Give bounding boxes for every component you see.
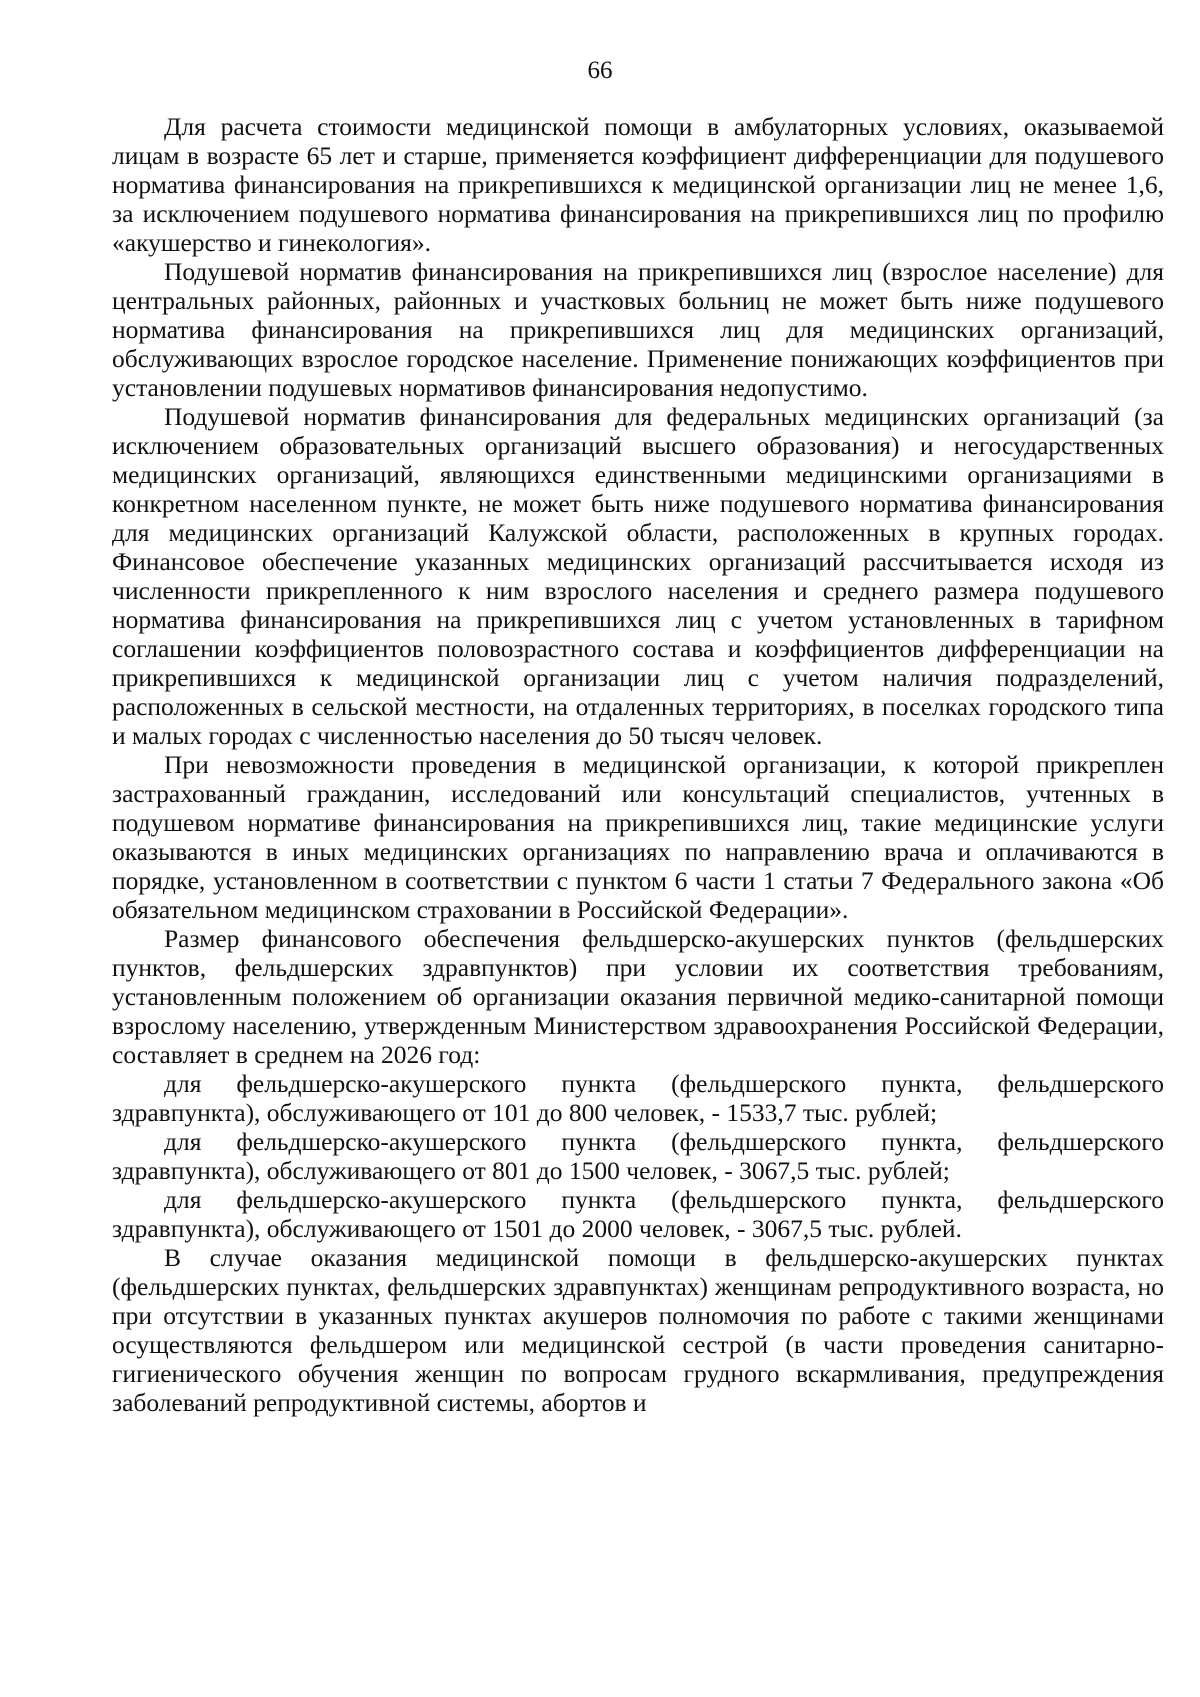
paragraph-external-services: При невозможности проведения в медицинской организации, к которой прикреплен застрахованный гражданин, исследований или консультаций специалистов, учтенных в подушевом нормативе финансирования на прикрепившихся лиц, такие медицинские услуги оказываются в иных медицинских организациях по направлению врача и оплачиваются в порядке, установленном в соответствии с пунктом 6 части 1 статьи 7 Федерального закона «Об обязательном медицинском страховании в Российской Федерации». bbox=[112, 750, 1164, 924]
paragraph-reproductive-age-care: В случае оказания медицинской помощи в фельдшерско-акушерских пунктах (фельдшерских пунктах, фельдшерских здравпунктах) женщинам репродуктивного возраста, но при отсутствии в указанных пунктах акушеров полномочия по работе с такими женщинами осуществляются фельдшером или медицинской сестрой (в части проведения санитарно-гигиенического обучения женщин по вопросам грудного вскармливания, предупреждения заболеваний репродуктивной системы, абортов и bbox=[112, 1243, 1164, 1417]
paragraph-fap-funding: Размер финансового обеспечения фельдшерско-акушерских пунктов (фельдшерских пунктов, фельдшерских здравпунктов) при условии их соответствия требованиям, установленным положением об организации оказания первичной медико-санитарной помощи взрослому населению, утвержденным Министерством здравоохранения Российской Федерации, составляет в среднем на 2026 год: bbox=[112, 924, 1164, 1069]
paragraph-fap-101-800: для фельдшерско-акушерского пункта (фельдшерского пункта, фельдшерского здравпункта), обслуживающего от 101 до 800 человек, - 1533,7 тыс. рублей; bbox=[112, 1069, 1164, 1127]
paragraph-rural-hospitals-norm: Подушевой норматив финансирования на прикрепившихся лиц (взрослое население) для центральных районных, районных и участковых больниц не может быть ниже подушевого норматива финансирования на прикрепившихся лиц для медицинских организаций, обслуживающих взрослое городское население. Применение понижающих коэффициентов при установлении подушевых нормативов финансирования недопустимо. bbox=[112, 257, 1164, 402]
paragraph-fap-1501-2000: для фельдшерско-акушерского пункта (фельдшерского пункта, фельдшерского здравпункта), обслуживающего от 1501 до 2000 человек, - 3067,5 тыс. рублей. bbox=[112, 1185, 1164, 1243]
paragraph-elderly-coefficient: Для расчета стоимости медицинской помощи в амбулаторных условиях, оказываемой лицам в возрасте 65 лет и старше, применяется коэффициент дифференциации для подушевого норматива финансирования на прикрепившихся к медицинской организации лиц не менее 1,6, за исключением подушевого норматива финансирования на прикрепившихся лиц по профилю «акушерство и гинекология». bbox=[112, 112, 1164, 257]
page-number: 66 bbox=[587, 57, 613, 84]
paragraph-federal-organizations-norm: Подушевой норматив финансирования для федеральных медицинских организаций (за исключением образовательных организаций высшего образования) и негосударственных медицинских организаций, являющихся единственными медицинскими организациями в конкретном населенном пункте, не может быть ниже подушевого норматива финансирования для медицинских организаций Калужской области, расположенных в крупных городах. Финансовое обеспечение указанных медицинских организаций рассчитывается исходя из численности прикрепленного к ним взрослого населения и среднего размера подушевого норматива финансирования на прикрепившихся лиц с учетом установленных в тарифном соглашении коэффициентов половозрастного состава и коэффициентов дифференциации на прикрепившихся к медицинской организации лиц с учетом наличия подразделений, расположенных в сельской местности, на отдаленных территориях, в поселках городского типа и малых городах с численностью населения до 50 тысяч человек. bbox=[112, 402, 1164, 750]
paragraph-fap-801-1500: для фельдшерско-акушерского пункта (фельдшерского пункта, фельдшерского здравпункта), обслуживающего от 801 до 1500 человек, - 3067,5 тыс. рублей; bbox=[112, 1127, 1164, 1185]
document-body bbox=[112, 112, 1164, 1417]
